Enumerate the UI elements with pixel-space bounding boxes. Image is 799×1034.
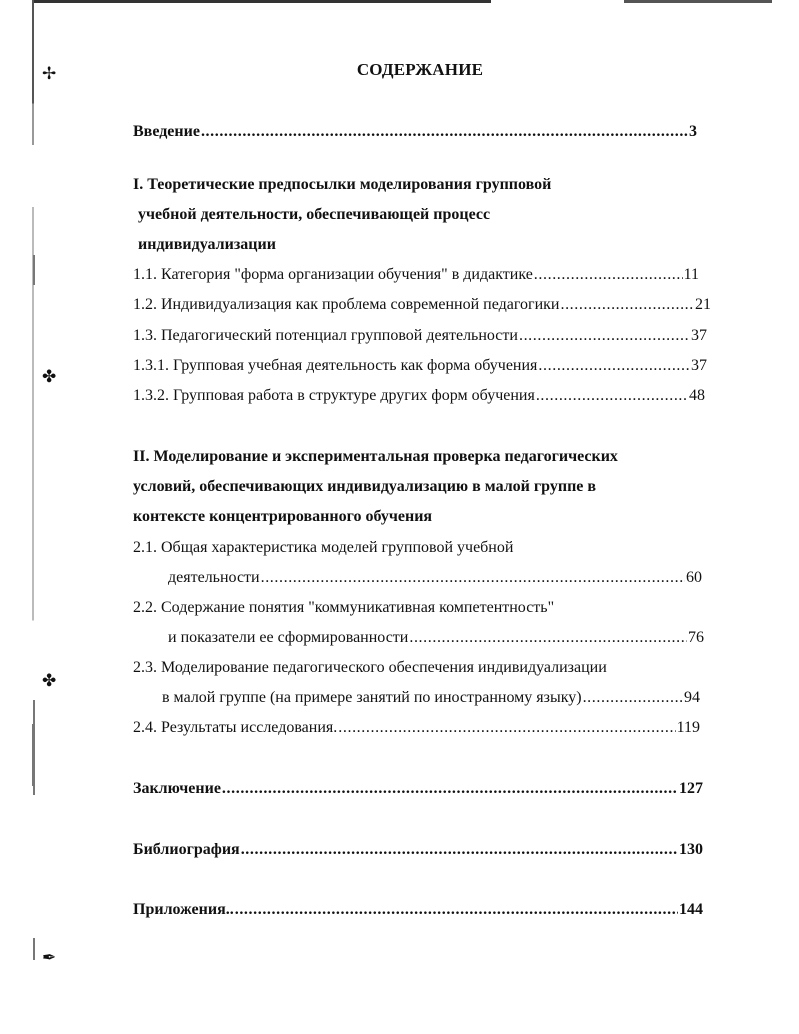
chapter-heading-line: контексте концентрированного обучения bbox=[133, 508, 433, 525]
toc-label: 1.3. Педагогический потенциал групповой деятельности bbox=[133, 327, 518, 344]
toc-entry-label-line: 2.3. Моделирование педагогического обеспечения индивидуализации bbox=[133, 659, 607, 676]
toc-page-number: 144 bbox=[679, 901, 703, 918]
dot-leader bbox=[538, 356, 690, 376]
scan-tick bbox=[33, 938, 35, 960]
chapter-heading-line: I. Теоретические предпосылки моделирования групповой bbox=[133, 176, 552, 193]
dot-leader bbox=[519, 326, 690, 346]
dot-leader bbox=[583, 688, 683, 708]
punch-mark-icon: ✢ bbox=[42, 64, 57, 84]
toc-label: 2.4. Результаты исследования. bbox=[133, 719, 338, 736]
toc-page-number: 21 bbox=[695, 296, 711, 313]
toc-page-number: 48 bbox=[689, 387, 705, 404]
dot-leader bbox=[536, 386, 688, 406]
toc-entry-1-3-1[interactable] bbox=[133, 356, 707, 376]
toc-entry-conclusion[interactable] bbox=[133, 779, 703, 799]
toc-page-number: 3 bbox=[689, 123, 697, 140]
toc-entry-1-2[interactable] bbox=[133, 295, 711, 315]
toc-entry-1-1[interactable] bbox=[133, 265, 699, 285]
dot-leader bbox=[235, 900, 678, 920]
toc-page-number: 127 bbox=[679, 780, 703, 797]
dot-leader bbox=[338, 718, 675, 738]
scan-tick bbox=[33, 255, 35, 285]
scan-tick bbox=[33, 700, 35, 795]
toc-entry-1-3[interactable] bbox=[133, 326, 707, 346]
toc-entry-appendices[interactable] bbox=[133, 900, 703, 920]
toc-page-number: 130 bbox=[679, 841, 703, 858]
toc-entry-label-line: 2.2. Содержание понятия "коммуникативная компетентность" bbox=[133, 599, 555, 616]
toc-label: и показатели ее сформированности bbox=[168, 629, 409, 646]
toc-label: 1.2. Индивидуализация как проблема современной педагогики bbox=[133, 296, 560, 313]
scan-edge-top bbox=[32, 0, 772, 3]
toc-page-number: 60 bbox=[686, 569, 702, 586]
toc-entry-1-3-2[interactable] bbox=[133, 386, 705, 406]
toc-label: Приложения.. bbox=[133, 901, 234, 918]
toc-label: 1.3.2. Групповая работа в структуре других форм обучения bbox=[133, 387, 535, 404]
chapter-heading-line: учебной деятельности, обеспечивающей процесс bbox=[138, 206, 491, 223]
toc-label: 1.1. Категория "форма организации обучения" в дидактике bbox=[133, 266, 533, 283]
chapter-heading-line: II. Моделирование и экспериментальная проверка педагогических bbox=[133, 448, 618, 465]
toc-page-number: 37 bbox=[691, 357, 707, 374]
punch-mark-icon: ✤ bbox=[42, 671, 57, 691]
punch-mark-icon: ✤ bbox=[42, 367, 57, 387]
toc-label: деятельности bbox=[168, 569, 260, 586]
toc-page-number: 11 bbox=[683, 266, 699, 283]
toc-page-number: 37 bbox=[691, 327, 707, 344]
toc-entry-2-4[interactable] bbox=[133, 718, 700, 738]
chapter-heading-line: индивидуализации bbox=[138, 236, 276, 253]
toc-entry-introduction[interactable] bbox=[133, 122, 697, 142]
toc-label: Библиография bbox=[133, 841, 240, 858]
toc-page-number: 94 bbox=[684, 689, 700, 706]
page-title: СОДЕРЖАНИЕ bbox=[356, 60, 484, 79]
toc-entry-2-2[interactable] bbox=[168, 628, 704, 648]
toc-entry-label-line: 2.1. Общая характеристика моделей групповой учебной bbox=[133, 539, 514, 556]
toc-label: Введение bbox=[133, 123, 200, 140]
toc-entry-2-1[interactable] bbox=[168, 568, 702, 588]
toc-entry-2-3[interactable] bbox=[162, 688, 700, 708]
dot-leader bbox=[222, 779, 678, 799]
toc-label: 1.3.1. Групповая учебная деятельность как форма обучения bbox=[133, 357, 538, 374]
toc-page-number: 76 bbox=[688, 629, 704, 646]
punch-mark-icon: ✒ bbox=[42, 948, 57, 968]
dot-leader bbox=[534, 265, 683, 285]
dot-leader bbox=[560, 295, 694, 315]
dot-leader bbox=[261, 568, 685, 588]
dot-leader bbox=[201, 122, 688, 142]
toc-label: в малой группе (на примере занятий по иностранному языку) bbox=[162, 689, 582, 706]
chapter-heading-line: условий, обеспечивающих индивидуализацию в малой группе в bbox=[133, 478, 597, 495]
dot-leader bbox=[241, 840, 678, 860]
dot-leader bbox=[409, 628, 687, 648]
toc-entry-bibliography[interactable] bbox=[133, 840, 703, 860]
scan-edge-left bbox=[32, 0, 34, 1034]
toc-page-number: 119 bbox=[676, 719, 700, 736]
toc-label: Заключение bbox=[133, 780, 221, 797]
